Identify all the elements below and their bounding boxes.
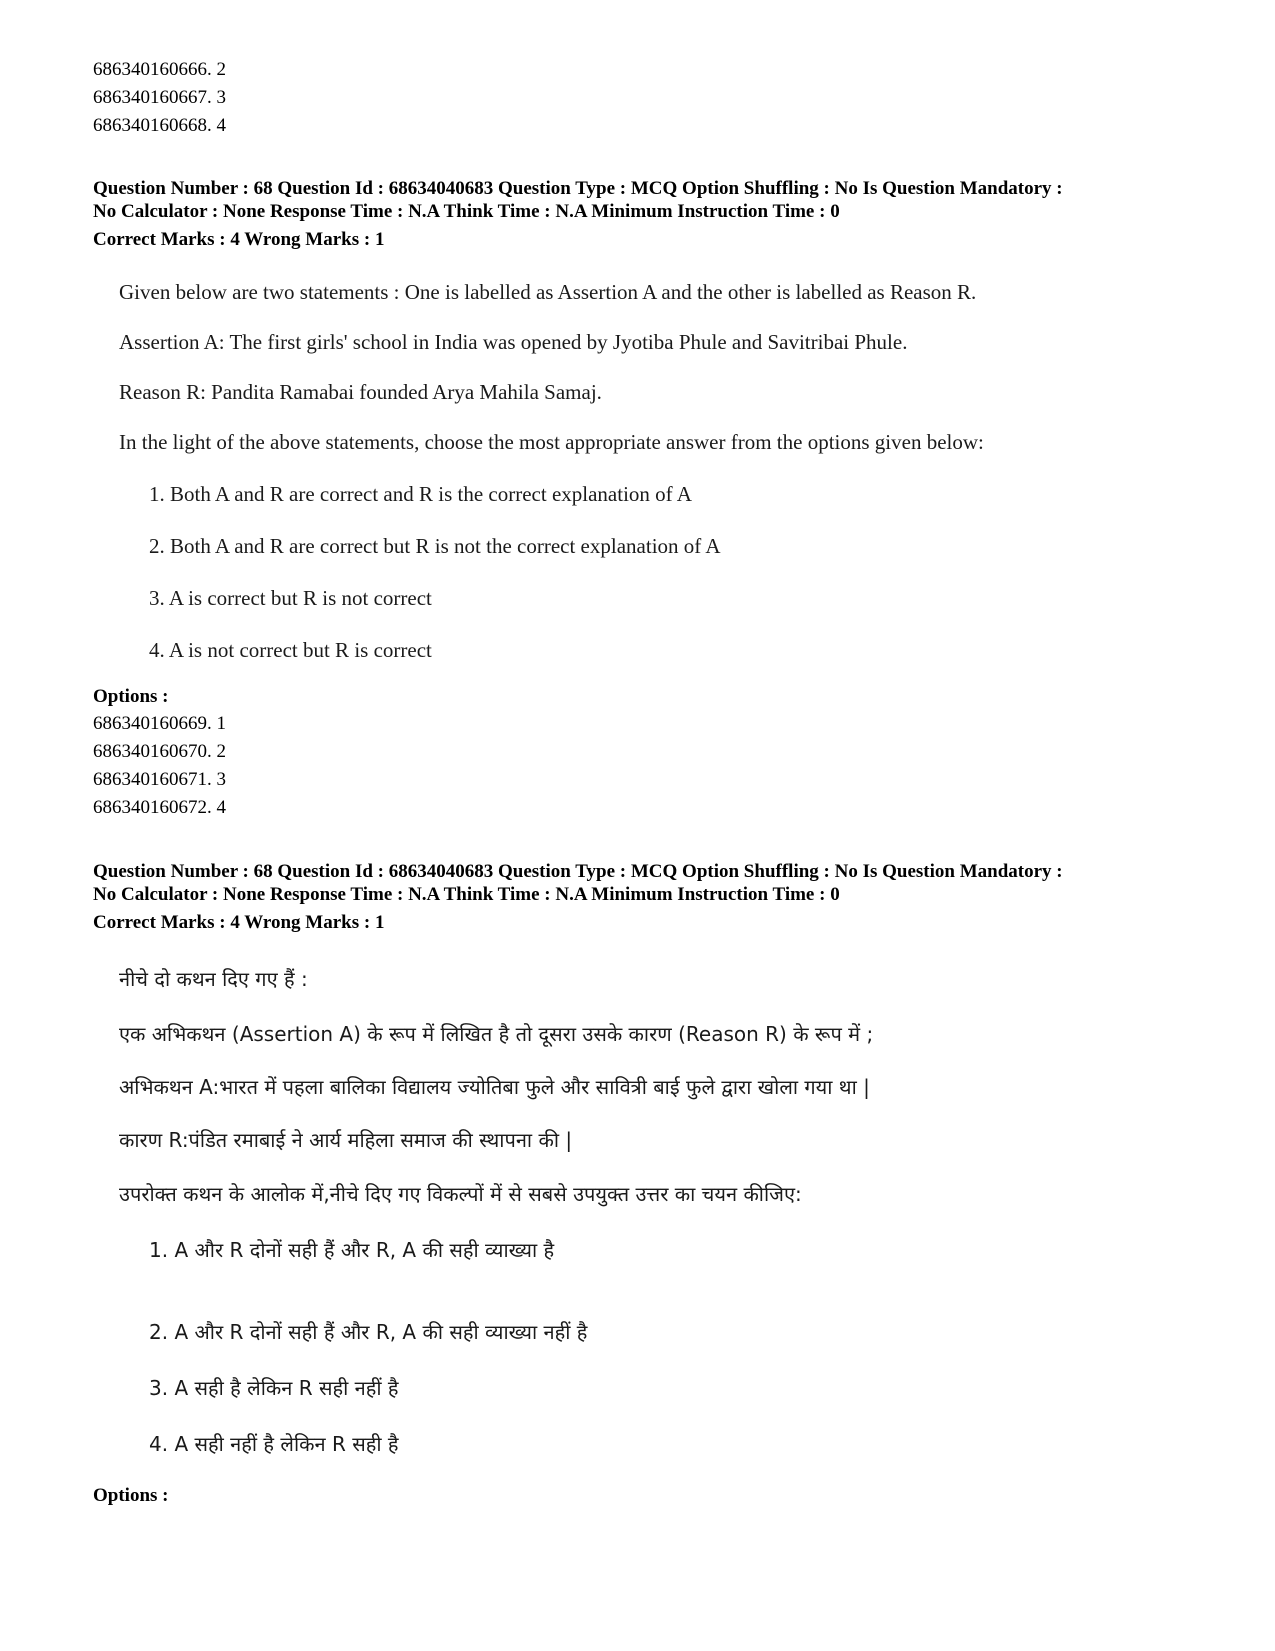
question-meta: Question Number : 68 Question Id : 68634040683 Question Type : MCQ Option Shuffling : No Is Question Mandatory : (93, 178, 1063, 199)
answer-choice: 2. A और R दोनों सही हैं और R, A की सही व्याख्या नहीं है (149, 1320, 588, 1344)
question-meta: Question Number : 68 Question Id : 68634040683 Question Type : MCQ Option Shuffling : No Is Question Mandatory : (93, 861, 1063, 882)
question-marks: Correct Marks : 4 Wrong Marks : 1 (93, 912, 385, 933)
assertion-statement: अभिकथन A:भारत में पहला बालिका विद्यालय ज्योतिबा फुले और सावित्री बाई फुले द्वारा खोला गया था | (119, 1075, 870, 1099)
assertion-statement: Assertion A: The first girls' school in India was opened by Jyotiba Phule and Savitribai Phule. (119, 330, 908, 354)
option-id-line: 686340160667. 3 (93, 87, 226, 108)
option-id-line: 686340160671. 3 (93, 769, 226, 790)
question-meta: No Calculator : None Response Time : N.A Think Time : N.A Minimum Instruction Time : 0 (93, 201, 840, 222)
question-intro: नीचे दो कथन दिए गए हैं : (119, 967, 308, 991)
option-id-line: 686340160670. 2 (93, 741, 226, 762)
question-marks: Correct Marks : 4 Wrong Marks : 1 (93, 229, 385, 250)
option-id-line: 686340160666. 2 (93, 59, 226, 80)
answer-choice: 3. A is correct but R is not correct (149, 586, 432, 610)
answer-choice: 4. A सही नहीं है लेकिन R सही है (149, 1432, 399, 1456)
question-meta: No Calculator : None Response Time : N.A Think Time : N.A Minimum Instruction Time : 0 (93, 884, 840, 905)
reason-statement: कारण R:पंडित रमाबाई ने आर्य महिला समाज की स्थापना की | (119, 1128, 573, 1152)
answer-choice: 4. A is not correct but R is correct (149, 638, 432, 662)
answer-choice: 2. Both A and R are correct but R is not the correct explanation of A (149, 534, 721, 558)
option-id-line: 686340160669. 1 (93, 713, 226, 734)
option-id-line: 686340160668. 4 (93, 115, 226, 136)
reason-statement: Reason R: Pandita Ramabai founded Arya Mahila Samaj. (119, 380, 602, 404)
options-label: Options : (93, 686, 169, 707)
question-intro: Given below are two statements : One is labelled as Assertion A and the other is labelled as Reason R. (119, 280, 977, 304)
option-id-line: 686340160672. 4 (93, 797, 226, 818)
answer-choice: 3. A सही है लेकिन R सही नहीं है (149, 1376, 399, 1400)
answer-choice: 1. Both A and R are correct and R is the correct explanation of A (149, 482, 692, 506)
question-intro-line2: एक अभिकथन (Assertion A) के रूप में लिखित है तो दूसरा उसके कारण (Reason R) के रूप में ; (119, 1022, 874, 1046)
options-label: Options : (93, 1485, 169, 1506)
question-instruction: उपरोक्त कथन के आलोक में,नीचे दिए गए विकल्पों में से सबसे उपयुक्त उत्तर का चयन कीजिए: (119, 1182, 802, 1206)
question-instruction: In the light of the above statements, choose the most appropriate answer from the options given below: (119, 430, 984, 454)
answer-choice: 1. A और R दोनों सही हैं और R, A की सही व्याख्या है (149, 1238, 555, 1262)
